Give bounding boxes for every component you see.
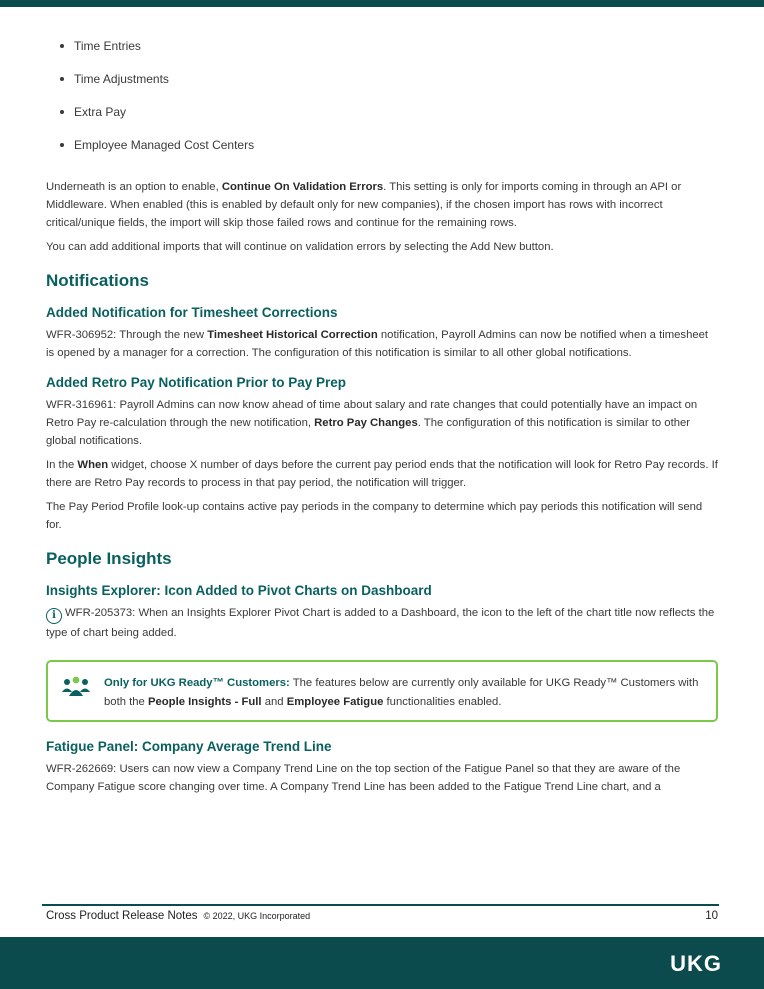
ukg-logo: UKG — [670, 951, 722, 976]
retro-pay-text: WFR-316961: Payroll Admins can now know ahead of time about salary and rate changes that could potentially have an impact on Retro Pay re-calculation through the new notification, Retro Pay Changes. The configuration of this notification is similar to other global notifications. — [46, 399, 698, 447]
list-item: Time Entries — [46, 38, 718, 71]
ukg-ready-callout — [46, 660, 718, 722]
page-content — [46, 38, 718, 802]
insights-explorer-heading: Insights Explorer: Icon Added to Pivot Charts on Dashboard — [46, 583, 432, 598]
top-bar — [0, 0, 764, 7]
when-widget-text: In the When widget, choose X number of days before the current pay period ends that the notification will look for Retro Pay records. If there are Retro Pay records to process in that pay period, the notification will trigger. — [46, 459, 718, 489]
fatigue-panel-text: WFR-262669: Users can now view a Company Trend Line on the top section of the Fatigue Panel so that they are aware of the Company Fatigue score changing over time. A Company Trend Line has been added to the Fatigue Trend Line chart, and a — [46, 763, 681, 793]
page-number: 10 — [705, 910, 718, 922]
fatigue-panel-heading: Fatigue Panel: Company Average Trend Line — [46, 739, 332, 754]
page-footer — [46, 910, 718, 926]
timesheet-corrections-text: WFR-306952: Through the new Timesheet Historical Correction notification, Payroll Admins can now be notified when a timesheet is opened by a manager for a correction. The configuration of this notification is similar to all other global notifications. — [46, 329, 709, 359]
list-item: Extra Pay — [46, 104, 718, 137]
timesheet-corrections-heading: Added Notification for Timesheet Corrections — [46, 305, 338, 320]
people-group-icon — [60, 676, 92, 700]
insights-explorer-text: i WFR-205373: When an Insights Explorer Pivot Chart is added to a Dashboard, the icon to the left of the chart title now reflects the type of chart being added. — [46, 607, 715, 639]
copyright: © 2022, UKG Incorporated — [203, 911, 311, 921]
notifications-heading: Notifications — [46, 271, 149, 290]
list-item: Employee Managed Cost Centers — [46, 137, 718, 170]
callout-text: Only for UKG Ready™ Customers: The features below are currently only available for UKG Ready™ Customers with both the People Insights - Full and Employee Fatigue functionalities enabled. — [104, 677, 699, 708]
validation-paragraph: Underneath is an option to enable, Continue On Validation Errors. This setting is only for imports coming in through an API or Middleware. When enabled (this is enabled by default only for new companies), if the chosen import has rows with incorrect critical/unique fields, the import will skip those failed rows and continue for the remaining rows. — [46, 181, 682, 229]
bottom-bar — [0, 937, 764, 989]
retro-pay-heading: Added Retro Pay Notification Prior to Pay Prep — [46, 375, 347, 390]
people-insights-heading: People Insights — [46, 549, 172, 568]
document-title: Cross Product Release Notes — [46, 910, 198, 922]
info-icon: i — [46, 608, 62, 624]
import-list — [46, 38, 718, 170]
add-new-paragraph: You can add additional imports that will continue on validation errors by selecting the Add New button. — [46, 241, 554, 253]
footer-divider — [42, 904, 719, 906]
list-item: Time Adjustments — [46, 71, 718, 104]
pay-period-text: The Pay Period Profile look-up contains active pay periods in the company to determine which pay periods this notification will send for. — [46, 501, 703, 531]
